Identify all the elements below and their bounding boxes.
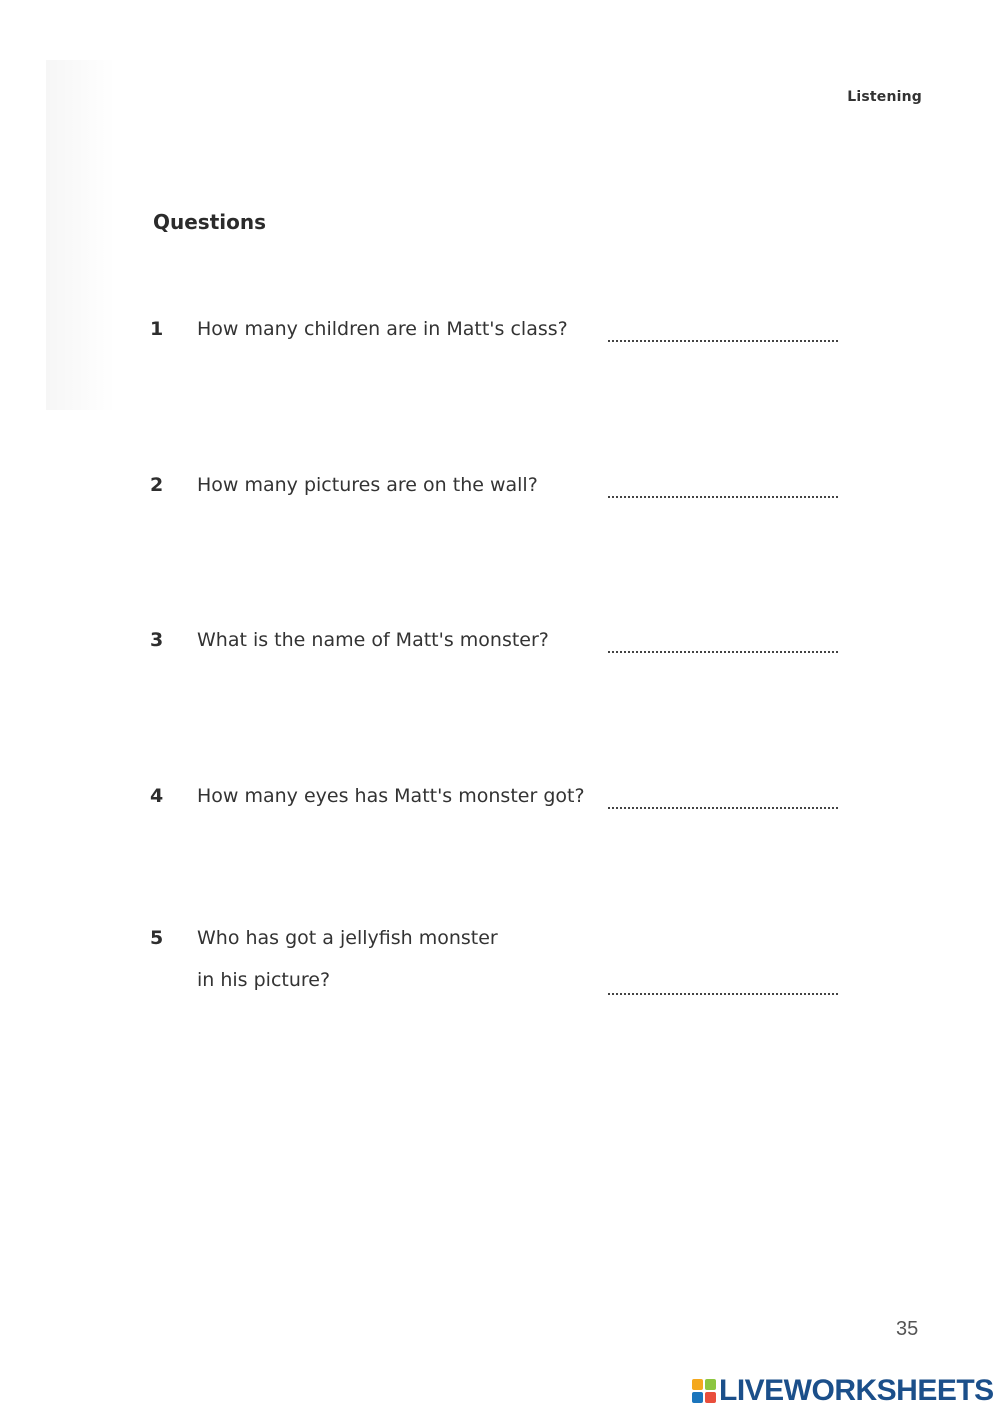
question-text-line: How many children are in Matt's class? [197,318,568,340]
logo-square-yellow [692,1379,703,1390]
question-text [197,917,597,1001]
question-4 [150,785,850,865]
logo-square-blue [692,1392,703,1403]
section-label: Listening [847,89,922,105]
question-3 [150,629,850,709]
question-number: 2 [150,474,164,496]
question-text-line: Who has got a jellyfish monster [197,927,498,949]
liveworksheets-logo-icon [692,1379,716,1403]
brand-name: LIVEWORKSHEETS [719,1374,994,1407]
answer-field[interactable] [608,340,838,342]
page-title: Questions [153,210,267,234]
logo-square-green [705,1379,716,1390]
liveworksheets-brand[interactable] [692,1374,994,1408]
question-text [197,308,597,350]
question-5 [150,927,850,1007]
question-number: 3 [150,629,164,651]
question-number: 5 [150,927,164,949]
question-text-line: What is the name of Matt's monster? [197,629,549,651]
question-text [197,464,597,506]
question-number: 4 [150,785,164,807]
question-text-line: How many pictures are on the wall? [197,474,538,496]
question-text [197,619,597,661]
question-text [197,775,597,817]
scan-shadow [46,60,116,410]
answer-field[interactable] [608,496,838,498]
question-text-line: How many eyes has Matt's monster got? [197,785,585,807]
answer-field[interactable] [608,651,838,653]
answer-field[interactable] [608,993,838,995]
answer-field[interactable] [608,807,838,809]
question-1 [150,318,850,398]
question-2 [150,474,850,554]
page-number: 35 [896,1318,919,1340]
logo-square-red [705,1392,716,1403]
question-number: 1 [150,318,164,340]
question-text-line: in his picture? [197,969,331,991]
